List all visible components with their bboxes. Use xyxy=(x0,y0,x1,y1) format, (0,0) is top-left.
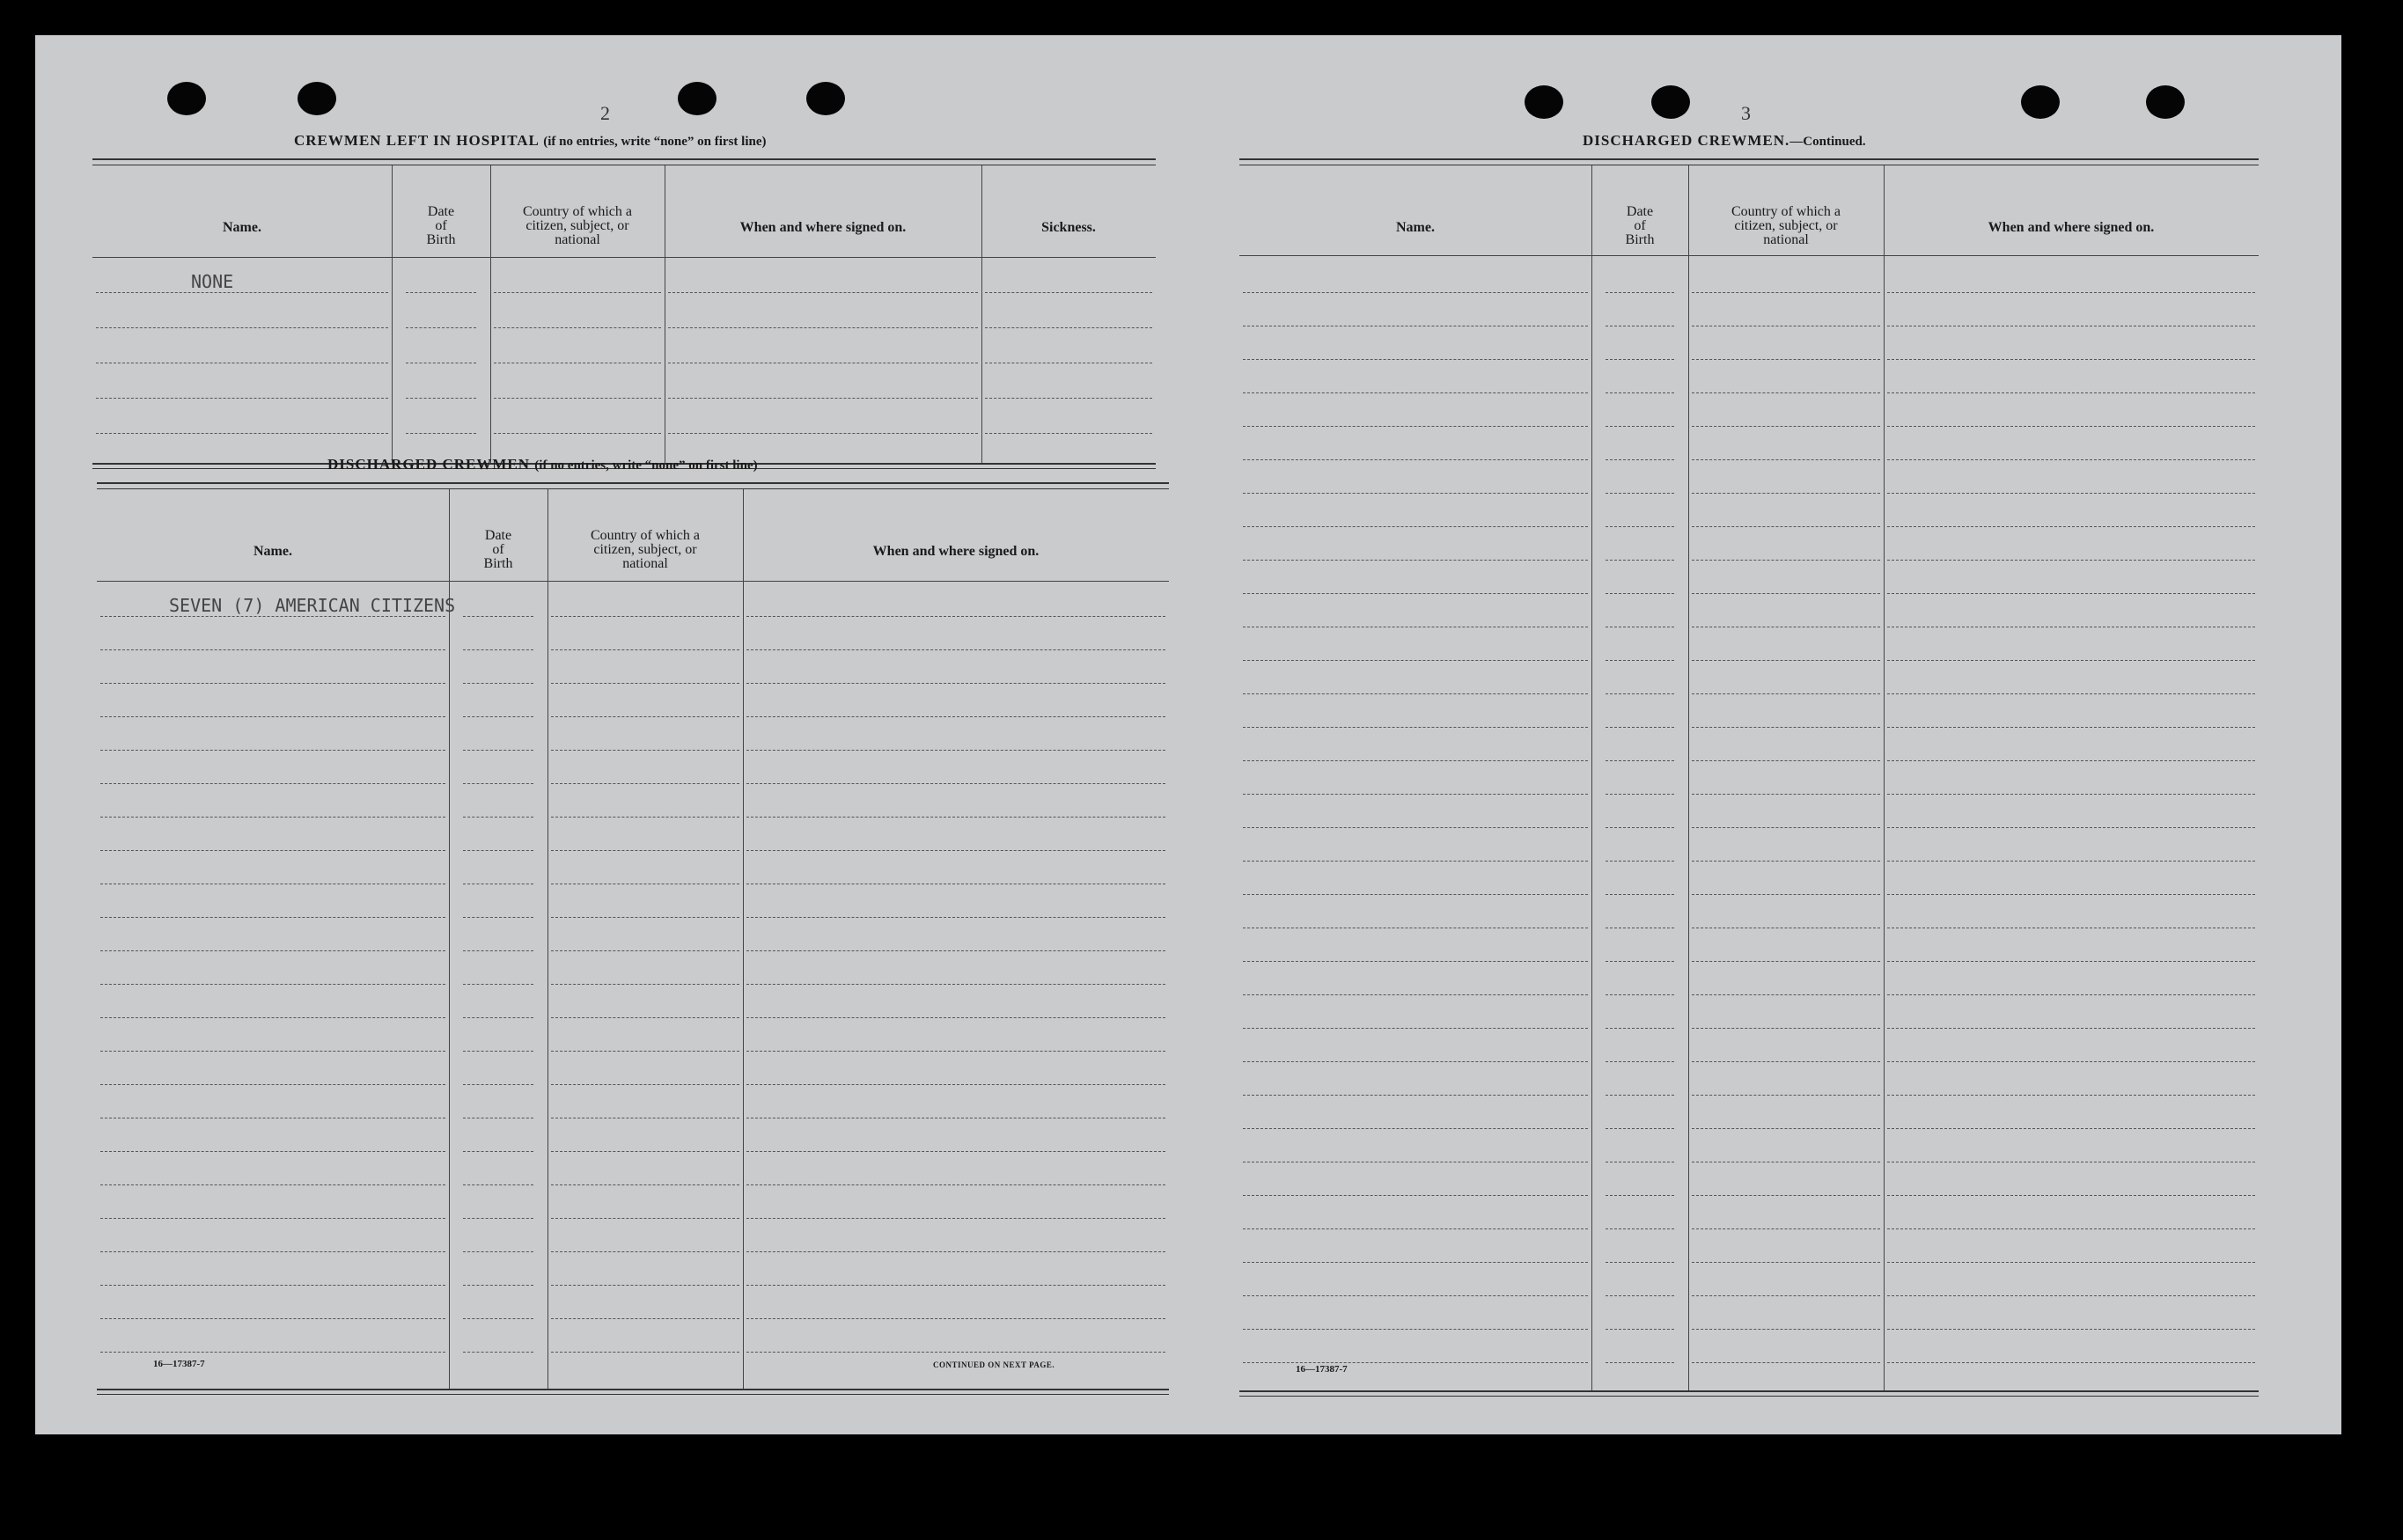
fill-in-line xyxy=(494,398,661,399)
fill-in-line xyxy=(551,1051,739,1052)
fill-in-line xyxy=(463,917,533,918)
punch-hole xyxy=(167,82,206,115)
page-number-right: 3 xyxy=(1741,102,1751,124)
fill-in-line xyxy=(1243,727,1588,728)
fill-in-line xyxy=(1243,827,1588,828)
fill-in-line xyxy=(746,984,1165,985)
page-number-left: 2 xyxy=(600,102,610,124)
fill-in-line xyxy=(1887,961,2255,962)
fill-in-line xyxy=(551,850,739,851)
form-number-right: 16—17387-7 xyxy=(1296,1364,1348,1375)
fill-in-line xyxy=(406,398,476,399)
fill-in-line xyxy=(100,1218,445,1219)
discharged-section-title xyxy=(327,456,758,473)
fill-in-line xyxy=(1887,459,2255,460)
punch-hole xyxy=(678,82,716,115)
fill-in-line xyxy=(1692,1228,1880,1229)
fill-in-line xyxy=(668,327,978,328)
fill-in-line xyxy=(1887,426,2255,427)
col-header-signed-on: When and where signed on. xyxy=(1988,220,2155,235)
fill-in-line xyxy=(463,950,533,951)
fill-in-line xyxy=(1243,560,1588,561)
form-number-left: 16—17387-7 xyxy=(153,1359,205,1369)
fill-in-line xyxy=(100,1285,445,1286)
col-header-name: Name. xyxy=(254,544,292,559)
table-bottom-rule xyxy=(97,1389,1169,1395)
column-rule xyxy=(547,489,548,1389)
header-rule xyxy=(97,581,1169,582)
fill-in-line xyxy=(100,750,445,751)
fill-in-line xyxy=(1692,1362,1880,1363)
fill-in-line xyxy=(1692,1095,1880,1096)
fill-in-line xyxy=(1243,1095,1588,1096)
fill-in-line xyxy=(1887,794,2255,795)
header-rule xyxy=(92,257,1156,258)
fill-in-line xyxy=(1606,1061,1674,1062)
fill-in-line xyxy=(1692,994,1880,995)
discharged-table xyxy=(97,482,1169,1396)
fill-in-line xyxy=(1887,1362,2255,1363)
fill-in-line xyxy=(1692,1329,1880,1330)
fill-in-line xyxy=(1692,593,1880,594)
fill-in-line xyxy=(1692,1061,1880,1062)
fill-in-line xyxy=(551,1218,739,1219)
column-rule xyxy=(392,165,393,463)
fill-in-line xyxy=(1692,894,1880,895)
fill-in-line xyxy=(406,292,476,293)
fill-in-line xyxy=(1692,727,1880,728)
fill-in-line xyxy=(1243,961,1588,962)
fill-in-line xyxy=(463,683,533,684)
fill-in-line xyxy=(463,1251,533,1252)
fill-in-line xyxy=(551,917,739,918)
fill-in-line xyxy=(1692,1128,1880,1129)
fill-in-line xyxy=(1887,1128,2255,1129)
fill-in-line xyxy=(1887,727,2255,728)
discharged-title-text: DISCHARGED CREWMEN xyxy=(327,456,531,473)
fill-in-line xyxy=(463,1285,533,1286)
fill-in-line xyxy=(100,1051,445,1052)
fill-in-line xyxy=(1243,1329,1588,1330)
fill-in-line xyxy=(1692,459,1880,460)
fill-in-line xyxy=(746,1218,1165,1219)
fill-in-line xyxy=(746,850,1165,851)
fill-in-line xyxy=(1243,1295,1588,1296)
fill-in-line xyxy=(100,716,445,717)
fill-in-line xyxy=(746,950,1165,951)
fill-in-line xyxy=(1243,1061,1588,1062)
fill-in-line xyxy=(1692,961,1880,962)
hospital-section-title xyxy=(294,132,767,150)
fill-in-line xyxy=(746,1352,1165,1353)
fill-in-line xyxy=(100,783,445,784)
fill-in-line xyxy=(1887,493,2255,494)
fill-in-line xyxy=(1243,1228,1588,1229)
fill-in-line xyxy=(1692,359,1880,360)
col-header-date-of-birth: Date of Birth xyxy=(426,204,456,247)
fill-in-line xyxy=(1887,1329,2255,1330)
fill-in-line xyxy=(746,917,1165,918)
col-header-sickness: Sickness. xyxy=(1041,220,1096,235)
fill-in-line xyxy=(463,616,533,617)
fill-in-line xyxy=(1606,1262,1674,1263)
fill-in-line xyxy=(463,817,533,818)
fill-in-line xyxy=(1606,1028,1674,1029)
fill-in-line xyxy=(1887,1195,2255,1196)
fill-in-line xyxy=(1887,994,2255,995)
fill-in-line xyxy=(1243,359,1588,360)
fill-in-line xyxy=(100,683,445,684)
fill-in-line xyxy=(1887,1228,2255,1229)
fill-in-line xyxy=(1692,526,1880,527)
table-top-rule xyxy=(1239,158,2259,165)
fill-in-line xyxy=(746,683,1165,684)
fill-in-line xyxy=(551,1318,739,1319)
fill-in-line xyxy=(100,950,445,951)
table-top-rule xyxy=(92,158,1156,165)
fill-in-line xyxy=(746,1051,1165,1052)
fill-in-line xyxy=(551,1251,739,1252)
fill-in-line xyxy=(1887,1061,2255,1062)
fill-in-line xyxy=(1606,1329,1674,1330)
fill-in-line xyxy=(746,1084,1165,1085)
fill-in-line xyxy=(1692,1028,1880,1029)
fill-in-line xyxy=(668,433,978,434)
fill-in-line xyxy=(1243,660,1588,661)
fill-in-line xyxy=(1606,426,1674,427)
fill-in-line xyxy=(1243,1128,1588,1129)
hospital-entry-text: NONE xyxy=(191,271,234,292)
fill-in-line xyxy=(1887,593,2255,594)
fill-in-line xyxy=(1606,1195,1674,1196)
fill-in-line xyxy=(1692,861,1880,862)
table-top-rule xyxy=(97,482,1169,489)
fill-in-line xyxy=(551,649,739,650)
fill-in-line xyxy=(1692,392,1880,393)
fill-in-line xyxy=(1243,493,1588,494)
fill-in-line xyxy=(1606,794,1674,795)
fill-in-line xyxy=(1606,861,1674,862)
fill-in-line xyxy=(494,433,661,434)
fill-in-line xyxy=(1692,1195,1880,1196)
fill-in-line xyxy=(406,433,476,434)
fill-in-line xyxy=(1887,392,2255,393)
fill-in-line xyxy=(100,850,445,851)
fill-in-line xyxy=(1887,1028,2255,1029)
fill-in-line xyxy=(96,398,388,399)
discharged-subtitle-text: (if no entries, write “none” on first line) xyxy=(534,458,758,473)
fill-in-line xyxy=(1243,1028,1588,1029)
column-rule xyxy=(490,165,491,463)
col-header-date-of-birth: Date of Birth xyxy=(1625,204,1655,247)
fill-in-line xyxy=(1606,827,1674,828)
fill-in-line xyxy=(1606,660,1674,661)
fill-in-line xyxy=(1692,1262,1880,1263)
fill-in-line xyxy=(1606,760,1674,761)
fill-in-line xyxy=(96,433,388,434)
fill-in-line xyxy=(100,1184,445,1185)
fill-in-line xyxy=(494,327,661,328)
punch-hole xyxy=(1651,85,1690,119)
fill-in-line xyxy=(1692,660,1880,661)
fill-in-line xyxy=(551,817,739,818)
fill-in-line xyxy=(494,292,661,293)
fill-in-line xyxy=(551,616,739,617)
fill-in-line xyxy=(1243,426,1588,427)
fill-in-line xyxy=(746,1251,1165,1252)
fill-in-line xyxy=(985,292,1152,293)
fill-in-line xyxy=(746,716,1165,717)
fill-in-line xyxy=(1887,526,2255,527)
discharged-entry-text: SEVEN (7) AMERICAN CITIZENS xyxy=(169,595,456,616)
fill-in-line xyxy=(1887,861,2255,862)
fill-in-line xyxy=(100,616,445,617)
fill-in-line xyxy=(1606,493,1674,494)
fill-in-line xyxy=(1606,961,1674,962)
fill-in-line xyxy=(463,716,533,717)
discharged-continued-table xyxy=(1239,158,2259,1399)
col-header-name: Name. xyxy=(223,220,261,235)
fill-in-line xyxy=(746,616,1165,617)
column-rule xyxy=(743,489,744,1389)
fill-in-line xyxy=(1606,1295,1674,1296)
fill-in-line xyxy=(463,984,533,985)
punch-hole xyxy=(806,82,845,115)
fill-in-line xyxy=(1243,1262,1588,1263)
column-rule xyxy=(1591,165,1592,1390)
fill-in-line xyxy=(1692,760,1880,761)
punch-hole xyxy=(2146,85,2185,119)
punch-hole xyxy=(2021,85,2060,119)
col-header-country: Country of which a citizen, subject, or national xyxy=(591,528,700,571)
fill-in-line xyxy=(463,1318,533,1319)
fill-in-line xyxy=(463,1184,533,1185)
fill-in-line xyxy=(551,984,739,985)
fill-in-line xyxy=(100,1017,445,1018)
col-header-signed-on: When and where signed on. xyxy=(872,544,1040,559)
fill-in-line xyxy=(746,649,1165,650)
fill-in-line xyxy=(551,716,739,717)
fill-in-line xyxy=(1887,894,2255,895)
punch-hole xyxy=(1525,85,1563,119)
fill-in-line xyxy=(1606,727,1674,728)
document-paper xyxy=(35,35,2341,1434)
fill-in-line xyxy=(1243,794,1588,795)
fill-in-line xyxy=(1243,894,1588,895)
fill-in-line xyxy=(668,292,978,293)
fill-in-line xyxy=(1887,560,2255,561)
fill-in-line xyxy=(1606,359,1674,360)
fill-in-line xyxy=(463,1084,533,1085)
fill-in-line xyxy=(1887,760,2255,761)
fill-in-line xyxy=(463,1017,533,1018)
fill-in-line xyxy=(406,327,476,328)
fill-in-line xyxy=(746,750,1165,751)
fill-in-line xyxy=(985,327,1152,328)
column-rule xyxy=(981,165,982,463)
fill-in-line xyxy=(1243,1195,1588,1196)
fill-in-line xyxy=(1887,359,2255,360)
fill-in-line xyxy=(100,1151,445,1152)
fill-in-line xyxy=(1606,526,1674,527)
fill-in-line xyxy=(551,783,739,784)
fill-in-line xyxy=(746,783,1165,784)
fill-in-line xyxy=(1606,292,1674,293)
fill-in-line xyxy=(1606,1228,1674,1229)
fill-in-line xyxy=(551,1151,739,1152)
fill-in-line xyxy=(96,327,388,328)
fill-in-line xyxy=(1606,560,1674,561)
fill-in-line xyxy=(100,984,445,985)
fill-in-line xyxy=(1692,560,1880,561)
fill-in-line xyxy=(463,850,533,851)
fill-in-line xyxy=(551,1285,739,1286)
fill-in-line xyxy=(746,1151,1165,1152)
fill-in-line xyxy=(1887,827,2255,828)
fill-in-line xyxy=(463,1218,533,1219)
fill-in-line xyxy=(1606,894,1674,895)
fill-in-line xyxy=(1606,1095,1674,1096)
fill-in-line xyxy=(463,750,533,751)
fill-in-line xyxy=(463,1352,533,1353)
col-header-signed-on: When and where signed on. xyxy=(739,220,907,235)
fill-in-line xyxy=(1692,292,1880,293)
fill-in-line xyxy=(1692,693,1880,694)
col-header-date-of-birth: Date of Birth xyxy=(483,528,513,571)
continued-note: CONTINUED ON NEXT PAGE. xyxy=(933,1360,1055,1369)
col-header-country: Country of which a citizen, subject, or national xyxy=(1731,204,1841,247)
fill-in-line xyxy=(1243,693,1588,694)
fill-in-line xyxy=(746,1017,1165,1018)
punch-hole xyxy=(298,82,336,115)
continued-subtitle-text: —Continued. xyxy=(1789,135,1866,149)
fill-in-line xyxy=(1243,994,1588,995)
fill-in-line xyxy=(100,1352,445,1353)
fill-in-line xyxy=(1243,760,1588,761)
continued-title-text: DISCHARGED CREWMEN. xyxy=(1583,132,1790,149)
fill-in-line xyxy=(100,817,445,818)
fill-in-line xyxy=(1243,593,1588,594)
fill-in-line xyxy=(1692,426,1880,427)
fill-in-line xyxy=(551,1084,739,1085)
fill-in-line xyxy=(100,917,445,918)
hospital-subtitle-text: (if no entries, write “none” on first line) xyxy=(543,135,767,149)
fill-in-line xyxy=(463,649,533,650)
fill-in-line xyxy=(746,817,1165,818)
table-bottom-rule xyxy=(1239,1390,2259,1397)
fill-in-line xyxy=(463,783,533,784)
fill-in-line xyxy=(100,649,445,650)
fill-in-line xyxy=(1243,292,1588,293)
col-header-name: Name. xyxy=(1396,220,1435,235)
fill-in-line xyxy=(100,1084,445,1085)
header-rule xyxy=(1239,255,2259,256)
discharged-continued-title xyxy=(1583,132,1866,150)
fill-in-line xyxy=(551,950,739,951)
fill-in-line xyxy=(1606,593,1674,594)
fill-in-line xyxy=(1606,693,1674,694)
fill-in-line xyxy=(100,1318,445,1319)
fill-in-line xyxy=(746,1318,1165,1319)
fill-in-line xyxy=(1887,1262,2255,1263)
fill-in-line xyxy=(463,1051,533,1052)
fill-in-line xyxy=(1606,1362,1674,1363)
fill-in-line xyxy=(985,398,1152,399)
fill-in-line xyxy=(1887,292,2255,293)
fill-in-line xyxy=(1887,1095,2255,1096)
col-header-country: Country of which a citizen, subject, or national xyxy=(523,204,632,247)
fill-in-line xyxy=(100,1251,445,1252)
fill-in-line xyxy=(551,1017,739,1018)
fill-in-line xyxy=(1243,392,1588,393)
column-rule xyxy=(1688,165,1689,1390)
fill-in-line xyxy=(1606,392,1674,393)
column-rule xyxy=(1884,165,1885,1390)
column-rule xyxy=(449,489,450,1389)
fill-in-line xyxy=(985,433,1152,434)
fill-in-line xyxy=(1243,526,1588,527)
fill-in-line xyxy=(1692,1295,1880,1296)
fill-in-line xyxy=(551,1352,739,1353)
fill-in-line xyxy=(1606,994,1674,995)
fill-in-line xyxy=(96,292,388,293)
fill-in-line xyxy=(1606,1128,1674,1129)
hospital-title-text: CREWMEN LEFT IN HOSPITAL xyxy=(294,132,539,149)
fill-in-line xyxy=(463,1151,533,1152)
fill-in-line xyxy=(1243,861,1588,862)
fill-in-line xyxy=(746,1285,1165,1286)
fill-in-line xyxy=(746,1184,1165,1185)
fill-in-line xyxy=(1887,693,2255,694)
fill-in-line xyxy=(1243,1362,1588,1363)
fill-in-line xyxy=(1243,459,1588,460)
fill-in-line xyxy=(551,1184,739,1185)
fill-in-line xyxy=(551,750,739,751)
fill-in-line xyxy=(1692,794,1880,795)
fill-in-line xyxy=(1692,827,1880,828)
fill-in-line xyxy=(551,683,739,684)
fill-in-line xyxy=(1887,660,2255,661)
fill-in-line xyxy=(668,398,978,399)
fill-in-line xyxy=(1887,1295,2255,1296)
fill-in-line xyxy=(1606,459,1674,460)
hospital-table xyxy=(92,158,1156,468)
fill-in-line xyxy=(1692,493,1880,494)
